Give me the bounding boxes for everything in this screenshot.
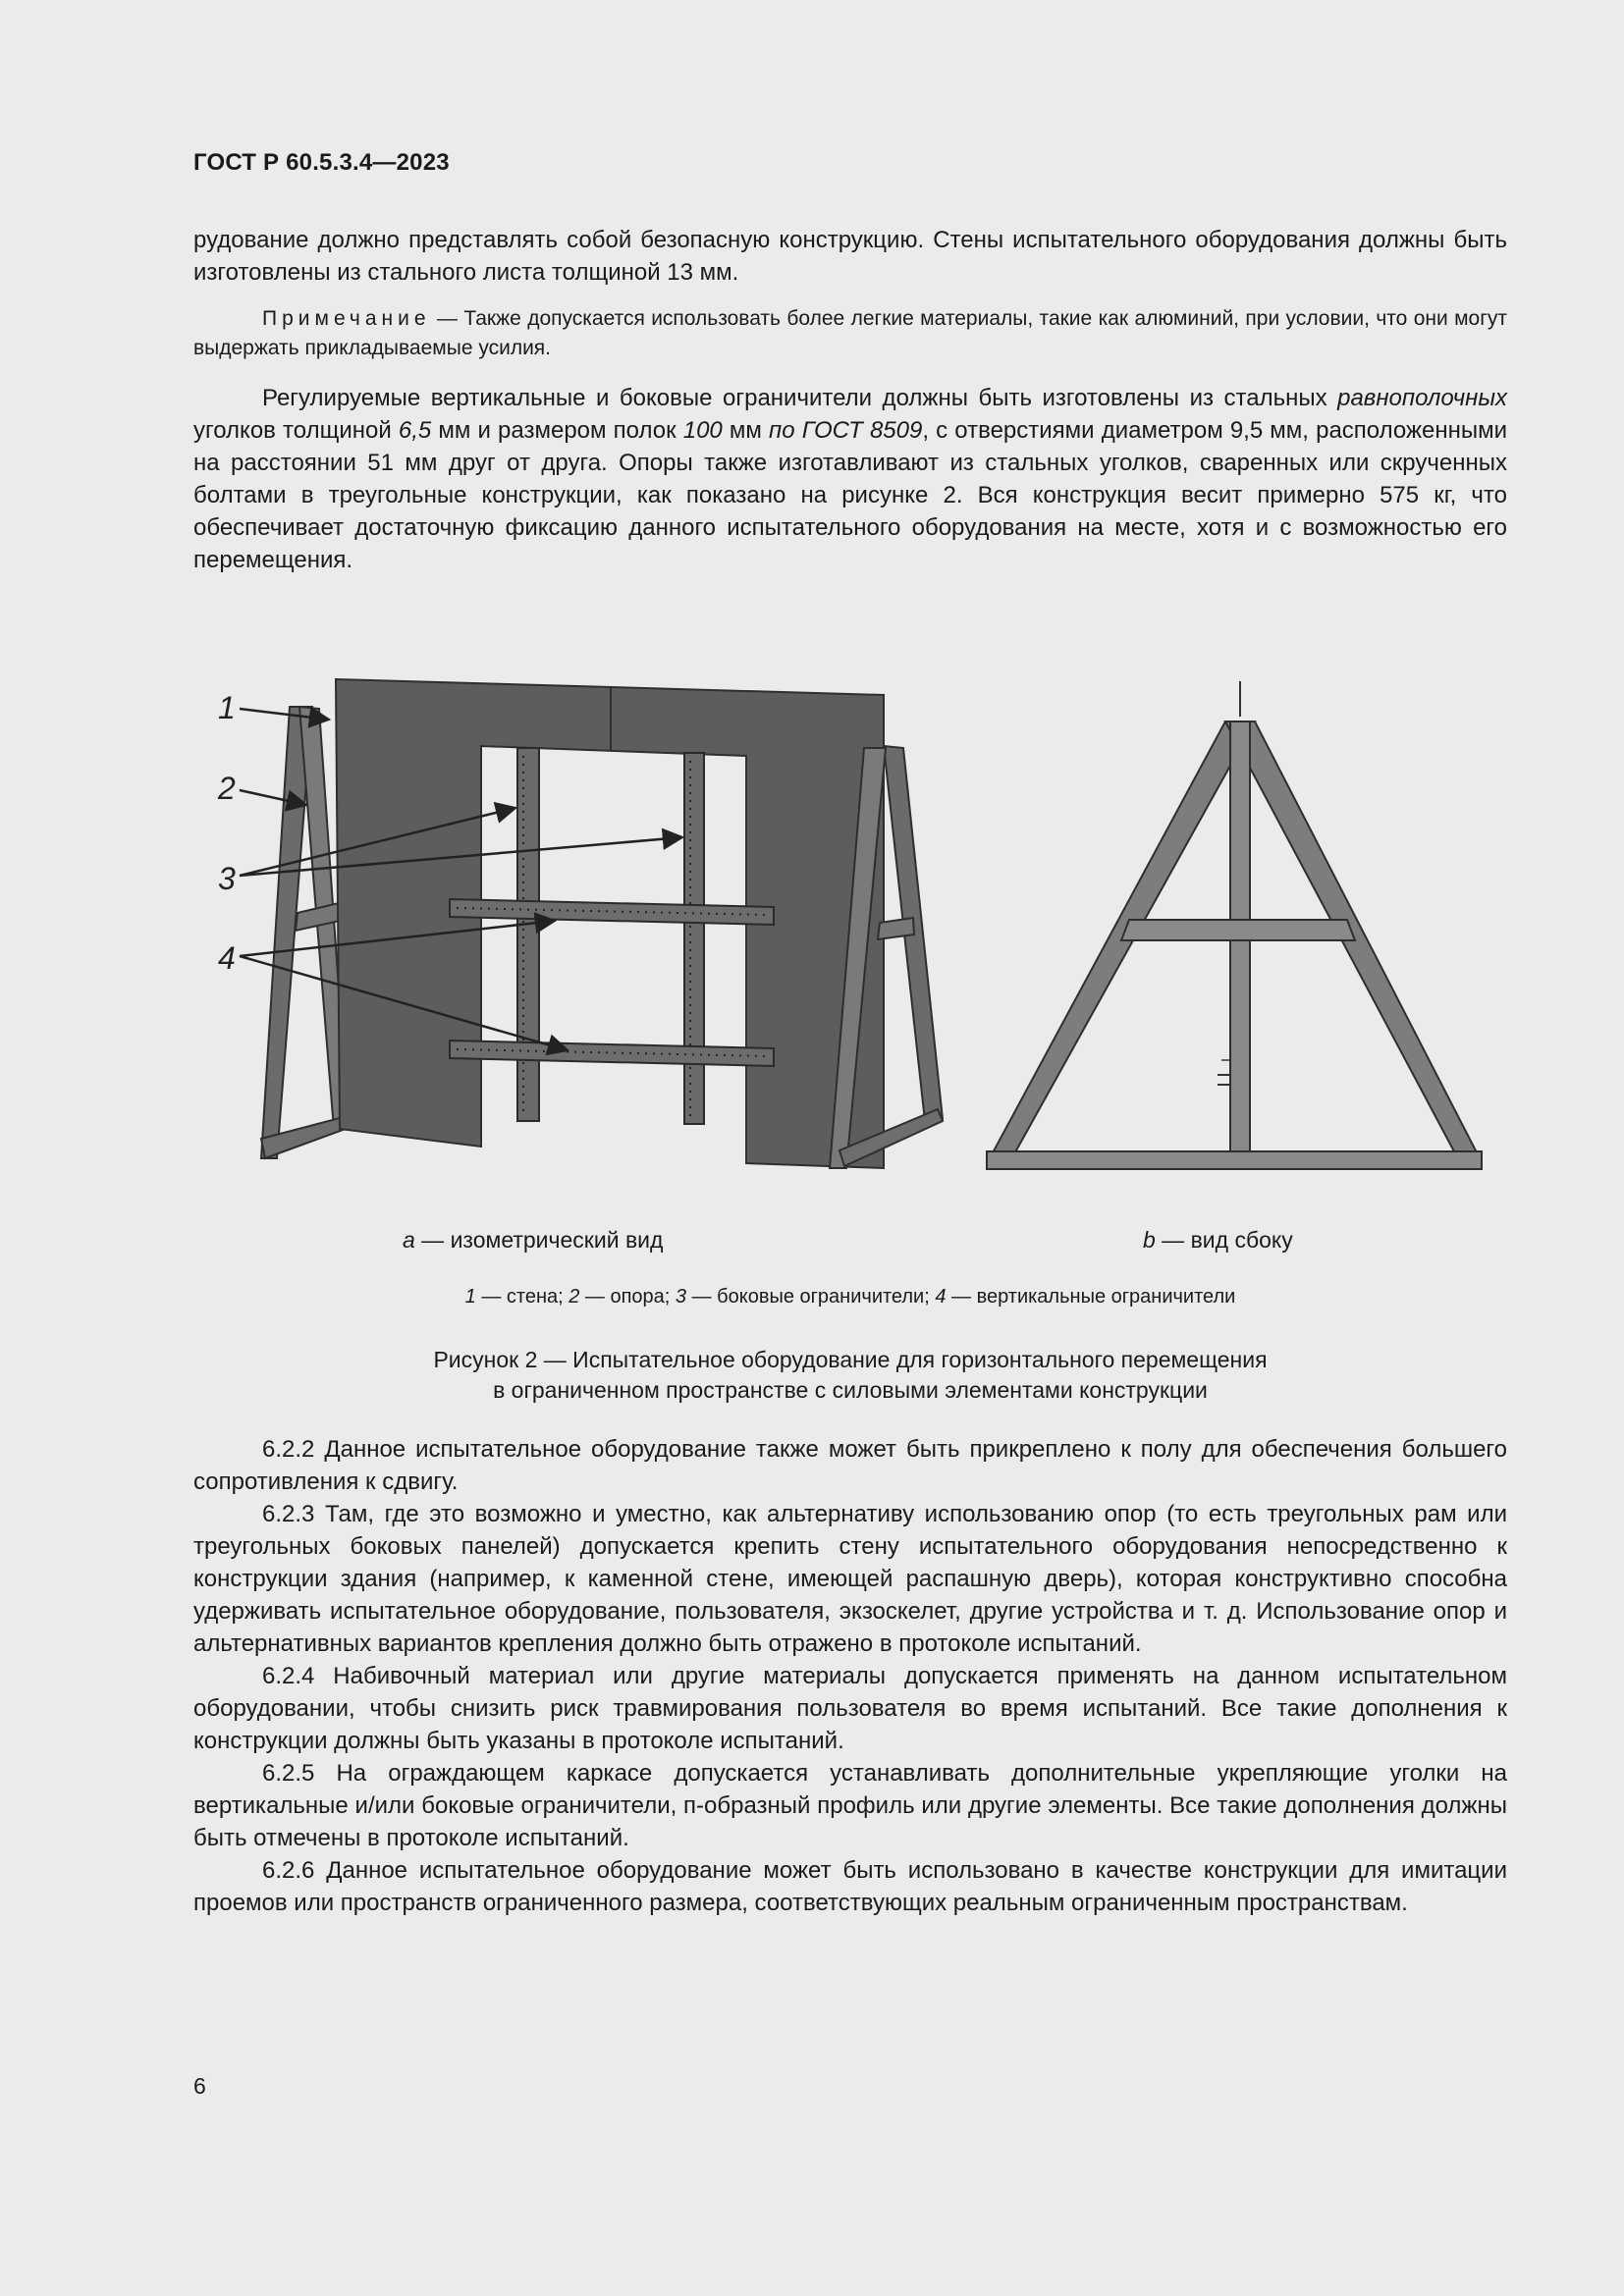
caption-b [1143,1227,1293,1254]
figure-title-line-2: в ограниченном пространстве с силовыми элементами конструкции [493,1377,1208,1403]
legend-number-3: 3 [675,1286,687,1308]
figure-title-line-1: Рисунок 2 — Испытательное оборудование для горизонтального перемещения [433,1347,1268,1372]
document-header: ГОСТ Р 60.5.3.4—2023 [193,149,450,176]
limits-paragraph [193,382,1507,576]
callout-3: 3 [218,861,236,896]
section-6-2-6: 6.2.6 Данное испытательное оборудование может быть использовано в качестве конструкции для имитации проемов или пространств ограниченного размера, соответствующих реальным ограниченным пространствам. [193,1857,1507,1916]
callout-1: 1 [218,690,236,725]
limits-italic-4: по ГОСТ 8509 [769,417,923,444]
note-text: — Также допускается использовать более легкие материалы, такие как алюминий, при условии, что они могут выдержать прикладываемые усилия. [193,307,1507,359]
limits-text-5: , с отверстиями диаметром 9,5 мм, расположенными на расстоянии 51 мм друг от друга. Опоры также изготавливают из стальных уголков, сваренных или скрученных болтами в треугольные конструкции, как показано на рисунке 2. Вся конструкция весит примерно 575 кг, что обеспечивает достаточную фиксацию данного испытательного оборудования на месте, хотя и с возможностью его перемещения. [193,417,1508,573]
limits-text-2: уголков толщиной [193,417,399,444]
legend-text-1: — стена; [475,1286,569,1308]
section-6-2-5: 6.2.5 На ограждающем каркасе допускается устанавливать дополнительные укрепляющие уголки на вертикальные и/или боковые ограничители, п-образный профиль или другие элементы. Все такие дополнения должны быть отмечены в протоколе испытаний. [193,1760,1507,1851]
section-6-2-4: 6.2.4 Набивочный материал или другие материалы допускается применять на данном испытательном оборудовании, чтобы снизить риск травмирования пользователя во время испытаний. Все такие дополнения к конструкции должны быть указаны в протоколе испытаний. [193,1663,1507,1754]
note-paragraph [193,304,1507,363]
side-view [987,681,1482,1169]
figure-legend [193,1286,1507,1308]
legend-number-1: 1 [464,1286,476,1308]
limits-text-4: мм [722,417,770,444]
caption-a [403,1227,663,1254]
limits-italic-1: равнополочных [1337,385,1507,411]
intro-paragraph: рудование должно представлять собой безопасную конструкцию. Стены испытательного оборудования должны быть изготовлены из стального листа толщиной 13 мм. [193,227,1507,286]
note-label: Примечание [262,307,431,330]
caption-b-letter: b [1143,1227,1156,1253]
isometric-view [217,679,943,1168]
caption-a-text: — изометрический вид [414,1227,664,1253]
limits-italic-3: 100 [682,417,723,444]
legend-number-4: 4 [935,1286,947,1308]
limits-text-3: мм и размером полок [431,417,683,444]
sections-block [193,1433,1507,1919]
legend-number-2: 2 [568,1286,580,1308]
callout-4: 4 [218,940,236,976]
figure-2-drawing [196,667,1512,1198]
section-6-2-2: 6.2.2 Данное испытательное оборудование также может быть прикреплено к полу для обеспечения большего сопротивления к сдвигу. [193,1436,1507,1495]
page-number: 6 [193,2073,206,2099]
figure-title [193,1345,1507,1406]
limits-text-1: Регулируемые вертикальные и боковые ограничители должны быть изготовлены из стальных [262,385,1338,411]
legend-text-4: — вертикальные ограничители [946,1286,1236,1308]
section-6-2-3: 6.2.3 Там, где это возможно и уместно, как альтернативу использованию опор (то есть треугольных рам или треугольных боковых панелей) допускается крепить стену испытательного оборудования непосредственно к конструкции здания (например, к каменной стене, имеющей распашную дверь), которая конструктивно способна удерживать испытательное оборудование, пользователя, экзоскелет, другие устройства и т. д. Использование опор и альтернативных вариантов крепления должно быть отражено в протоколе испытаний. [193,1501,1507,1657]
caption-b-text: — вид сбоку [1155,1227,1293,1253]
legend-text-2: — опора; [579,1286,676,1308]
figure-2 [196,667,1512,1198]
caption-a-letter: а [403,1227,415,1253]
limits-italic-2: 6,5 [398,417,432,444]
callout-2: 2 [218,771,236,806]
legend-text-3: — боковые ограничители; [686,1286,936,1308]
